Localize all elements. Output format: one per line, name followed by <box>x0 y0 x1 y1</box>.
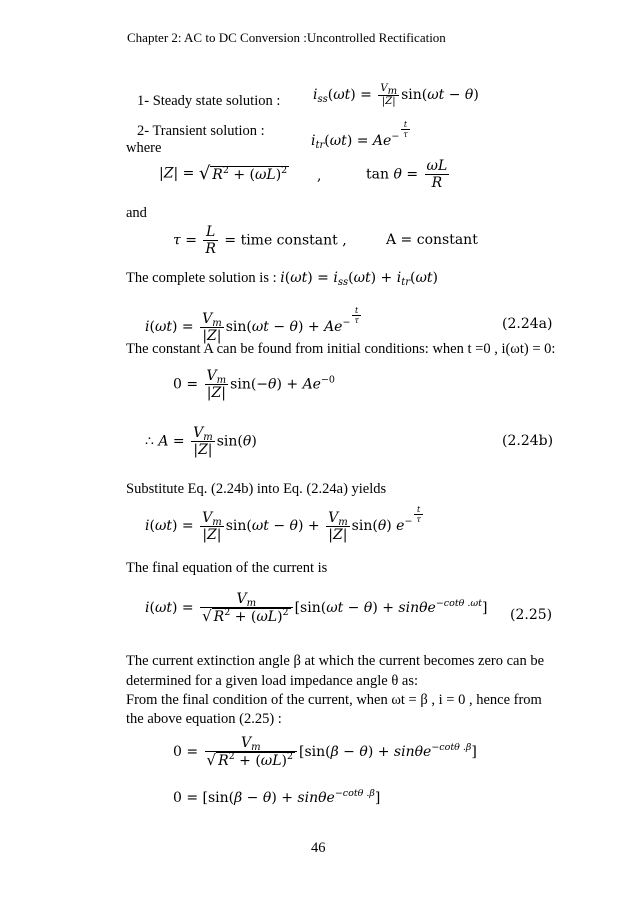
substituted-equation: i(ωt) = $\frac{V_m}{|Z|}$ sin(ωt − θ) + $\frac{V_m}{|Z|}$ sin(θ) $e^{- \frac{t}{\tau}}$ <box>145 505 421 543</box>
chapter-header: Chapter 2: AC to DC Conversion :Uncontrolled Rectification <box>127 30 446 45</box>
steady-state-equation: $i_{ss}(\omega t)$ = $\frac{V_m}{|Z|}$ sin(ωt − θ) <box>313 83 479 107</box>
page-number: 46 <box>311 840 326 856</box>
time-constant-equation: τ = $\frac{L}{R}$ = time constant , <box>173 224 347 258</box>
where-text: where <box>126 140 162 156</box>
equation-label-224a: (2.24a) <box>502 316 553 332</box>
complete-solution-text: The complete solution is : $i(\omega t) = i_{ss}(\omega t) + i_{tr}(\omega t)$ <box>126 270 438 288</box>
and-text: and <box>126 205 147 221</box>
steady-state-label: 1- Steady state solution : <box>137 93 281 109</box>
extinction-text-2: determined for a given load impedance angle θ as: <box>126 673 418 689</box>
transient-label: 2- Transient solution : <box>137 123 265 139</box>
substitute-text: Substitute Eq. (2.24b) into Eq. (2.24a) yields <box>126 481 387 497</box>
beta-equation-simplified: 0 = [sin(β − θ) + sinθe$^{-cot\theta .\beta}$] <box>173 788 381 806</box>
a-constant-text: A = constant <box>386 232 478 248</box>
equation-label-224b: (2.24b) <box>502 433 554 449</box>
impedance-equation: |Z| = √ $R^2 + (\omega L)^2$ <box>159 163 288 184</box>
equation-224b: ∴ A = $\frac{V_m}{|Z|}$ sin(θ) <box>145 425 257 459</box>
final-equation-text: The final equation of the current is <box>126 560 328 576</box>
equation-224a: i(ωt) = $\frac{V_m}{|Z|}$ $\sin(\omega t - \theta) + Ae^{- \frac{t}{\tau}}$ <box>145 306 359 344</box>
comma-separator: , <box>317 168 322 184</box>
final-condition-text-1: From the final condition of the current, when ωt = β , i = 0 , hence from <box>126 692 542 708</box>
tan-theta-equation: tan θ = $\frac{\omega L}{R}$ <box>366 158 448 192</box>
extinction-text-1: The current extinction angle β at which the current becomes zero can be <box>126 653 545 669</box>
beta-equation: 0 = $\frac{V_m}{√ R^2 + (\omega L)^2}$ [sin(β − θ) + sinθe$^{-cot\theta .\beta}$] <box>173 735 477 770</box>
final-condition-text-2: the above equation (2.25) : <box>126 711 282 727</box>
time-constant-text: = time constant , <box>224 232 347 249</box>
transient-equation: $i_{tr}(\omega t) = Ae^{- \frac{t}{\tau}}$ <box>311 120 408 152</box>
constant-a-text: The constant A can be found from initial conditions: when t =0 , i(ωt) = 0: <box>126 341 556 357</box>
equation-label-225: (2.25) <box>510 607 553 623</box>
initial-condition-equation: 0 = $\frac{V_m}{|Z|}$ $\sin(-\theta) + Ae^{-0}$ <box>173 368 335 402</box>
equation-225: i(ωt) = $\frac{V_m}{√ R^2 + (\omega L)^2}$ [sin(ωt − θ) + sinθe$^{-cot\theta .\omega t}$] <box>145 591 488 626</box>
